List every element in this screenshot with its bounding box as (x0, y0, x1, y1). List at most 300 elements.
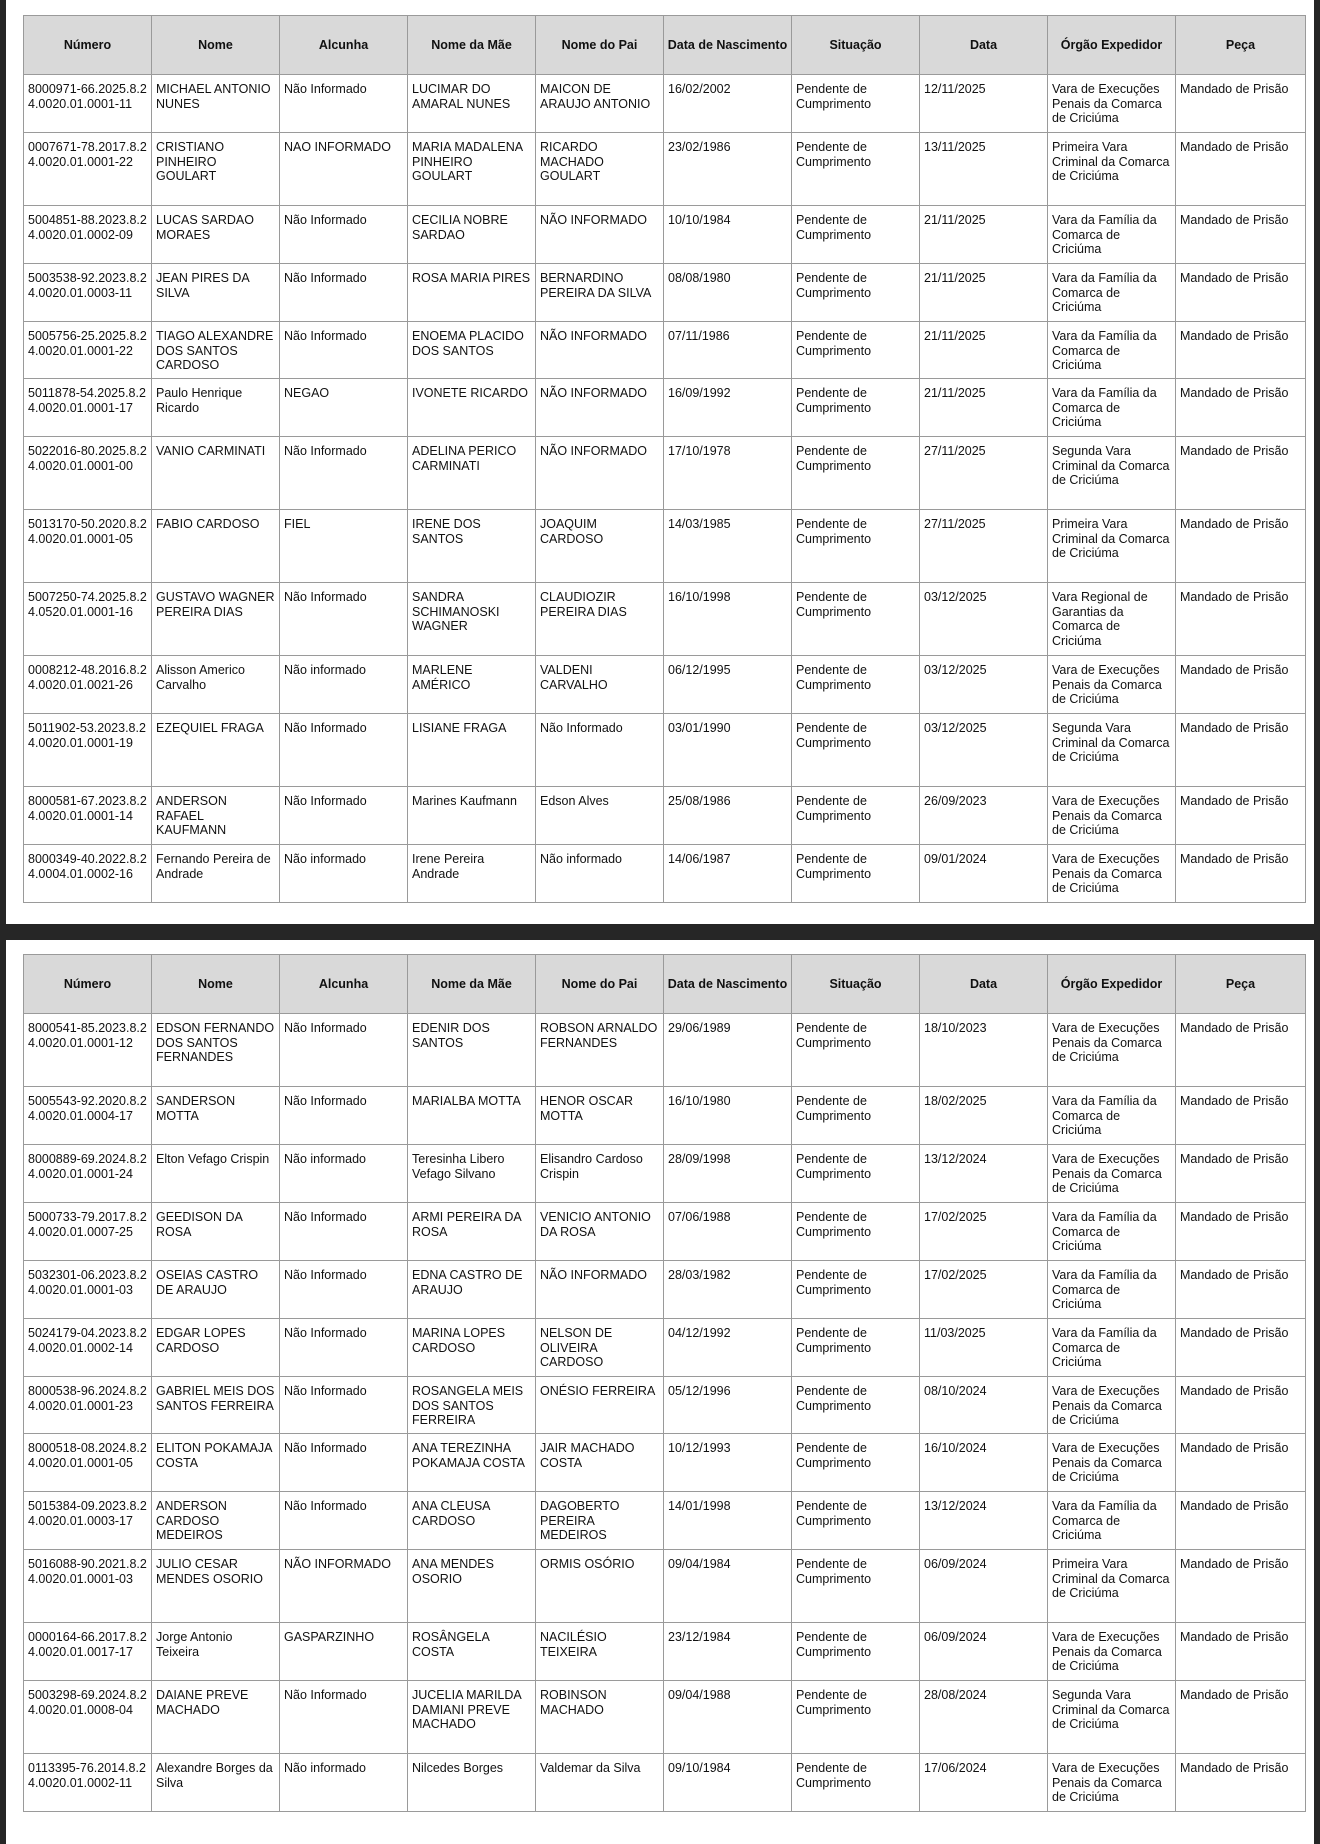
nascimento-cell: 28/03/1982 (664, 1261, 792, 1319)
data-cell: 03/12/2025 (920, 656, 1048, 714)
numero-cell: 5003298-69.2024.8.24.0020.01.0008-04 (24, 1681, 152, 1754)
nome-cell: GUSTAVO WAGNER PEREIRA DIAS (152, 583, 280, 656)
numero-cell: 5005543-92.2020.8.24.0020.01.0004-17 (24, 1087, 152, 1145)
situacao-cell: Pendente de Cumprimento (792, 1087, 920, 1145)
nascimento-cell: 16/02/2002 (664, 75, 792, 133)
table-row (24, 1319, 1306, 1377)
data-cell: 27/11/2025 (920, 437, 1048, 510)
data-cell: 12/11/2025 (920, 75, 1048, 133)
peca-cell: Mandado de Prisão (1176, 322, 1306, 379)
mae-cell: ROSA MARIA PIRES (408, 264, 536, 322)
mae-cell: IVONETE RICARDO (408, 379, 536, 437)
nascimento-cell: 09/04/1988 (664, 1681, 792, 1754)
table-row (24, 845, 1306, 903)
orgao-cell: Segunda Vara Criminal da Comarca de Criciúma (1048, 714, 1176, 787)
numero-cell: 8000541-85.2023.8.24.0020.01.0001-12 (24, 1014, 152, 1087)
nome-cell: VANIO CARMINATI (152, 437, 280, 510)
peca-cell: Mandado de Prisão (1176, 1754, 1306, 1812)
column-header-nome: Nome (152, 955, 280, 1014)
alcunha-cell: Não Informado (280, 1203, 408, 1261)
nome-cell: EZEQUIEL FRAGA (152, 714, 280, 787)
column-header-pai: Nome do Pai (536, 16, 664, 75)
peca-cell: Mandado de Prisão (1176, 714, 1306, 787)
nascimento-cell: 08/08/1980 (664, 264, 792, 322)
situacao-cell: Pendente de Cumprimento (792, 1754, 920, 1812)
pai-cell: ORMIS OSÓRIO (536, 1550, 664, 1623)
situacao-cell: Pendente de Cumprimento (792, 1377, 920, 1434)
orgao-cell: Vara de Execuções Penais da Comarca de Criciúma (1048, 1754, 1176, 1812)
warrants-table (23, 15, 1306, 903)
nome-cell: ANDERSON CARDOSO MEDEIROS (152, 1492, 280, 1550)
nascimento-cell: 09/04/1984 (664, 1550, 792, 1623)
alcunha-cell: Não informado (280, 1754, 408, 1812)
situacao-cell: Pendente de Cumprimento (792, 133, 920, 206)
numero-cell: 8000349-40.2022.8.24.0004.01.0002-16 (24, 845, 152, 903)
nome-cell: FABIO CARDOSO (152, 510, 280, 583)
pai-cell: NÃO INFORMADO (536, 1261, 664, 1319)
numero-cell: 5013170-50.2020.8.24.0020.01.0001-05 (24, 510, 152, 583)
situacao-cell: Pendente de Cumprimento (792, 1434, 920, 1492)
orgao-cell: Vara de Execuções Penais da Comarca de Criciúma (1048, 75, 1176, 133)
situacao-cell: Pendente de Cumprimento (792, 1623, 920, 1681)
orgao-cell: Vara da Família da Comarca de Criciúma (1048, 1087, 1176, 1145)
nascimento-cell: 14/01/1998 (664, 1492, 792, 1550)
mae-cell: EDENIR DOS SANTOS (408, 1014, 536, 1087)
table-row (24, 1014, 1306, 1087)
situacao-cell: Pendente de Cumprimento (792, 1492, 920, 1550)
mae-cell: MARINA LOPES CARDOSO (408, 1319, 536, 1377)
peca-cell: Mandado de Prisão (1176, 75, 1306, 133)
alcunha-cell: Não Informado (280, 264, 408, 322)
numero-cell: 5011878-54.2025.8.24.0020.01.0001-17 (24, 379, 152, 437)
alcunha-cell: Não Informado (280, 787, 408, 845)
pai-cell: NACILÉSIO TEIXEIRA (536, 1623, 664, 1681)
pai-cell: NÃO INFORMADO (536, 322, 664, 379)
peca-cell: Mandado de Prisão (1176, 1261, 1306, 1319)
situacao-cell: Pendente de Cumprimento (792, 322, 920, 379)
nascimento-cell: 03/01/1990 (664, 714, 792, 787)
mae-cell: ROSÂNGELA COSTA (408, 1623, 536, 1681)
nascimento-cell: 09/10/1984 (664, 1754, 792, 1812)
numero-cell: 8000518-08.2024.8.24.0020.01.0001-05 (24, 1434, 152, 1492)
column-header-nome: Nome (152, 16, 280, 75)
nome-cell: Fernando Pereira de Andrade (152, 845, 280, 903)
orgao-cell: Segunda Vara Criminal da Comarca de Criciúma (1048, 437, 1176, 510)
mae-cell: IRENE DOS SANTOS (408, 510, 536, 583)
pai-cell: RICARDO MACHADO GOULART (536, 133, 664, 206)
mae-cell: LUCIMAR DO AMARAL NUNES (408, 75, 536, 133)
alcunha-cell: Não informado (280, 656, 408, 714)
situacao-cell: Pendente de Cumprimento (792, 787, 920, 845)
numero-cell: 5016088-90.2021.8.24.0020.01.0001-03 (24, 1550, 152, 1623)
pai-cell: VALDENI CARVALHO (536, 656, 664, 714)
column-header-situacao: Situação (792, 955, 920, 1014)
data-cell: 13/11/2025 (920, 133, 1048, 206)
numero-cell: 5022016-80.2025.8.24.0020.01.0001-00 (24, 437, 152, 510)
table-row (24, 75, 1306, 133)
situacao-cell: Pendente de Cumprimento (792, 714, 920, 787)
table-header-row (24, 16, 1306, 75)
data-cell: 17/06/2024 (920, 1754, 1048, 1812)
orgao-cell: Vara de Execuções Penais da Comarca de Criciúma (1048, 1434, 1176, 1492)
document-page-2 (6, 940, 1314, 1844)
table-row (24, 510, 1306, 583)
mae-cell: ANA CLEUSA CARDOSO (408, 1492, 536, 1550)
nome-cell: CRISTIANO PINHEIRO GOULART (152, 133, 280, 206)
situacao-cell: Pendente de Cumprimento (792, 1319, 920, 1377)
numero-cell: 5000733-79.2017.8.24.0020.01.0007-25 (24, 1203, 152, 1261)
alcunha-cell: Não informado (280, 1145, 408, 1203)
column-header-numero: Número (24, 955, 152, 1014)
peca-cell: Mandado de Prisão (1176, 133, 1306, 206)
numero-cell: 5015384-09.2023.8.24.0020.01.0003-17 (24, 1492, 152, 1550)
data-cell: 18/02/2025 (920, 1087, 1048, 1145)
mae-cell: MARLENE AMÉRICO (408, 656, 536, 714)
data-cell: 09/01/2024 (920, 845, 1048, 903)
pai-cell: JOAQUIM CARDOSO (536, 510, 664, 583)
nome-cell: MICHAEL ANTONIO NUNES (152, 75, 280, 133)
table-row (24, 1492, 1306, 1550)
table-row (24, 1145, 1306, 1203)
peca-cell: Mandado de Prisão (1176, 1087, 1306, 1145)
column-header-pai: Nome do Pai (536, 955, 664, 1014)
pai-cell: Valdemar da Silva (536, 1754, 664, 1812)
numero-cell: 0008212-48.2016.8.24.0020.01.0021-26 (24, 656, 152, 714)
nascimento-cell: 07/11/1986 (664, 322, 792, 379)
nome-cell: GABRIEL MEIS DOS SANTOS FERREIRA (152, 1377, 280, 1434)
nascimento-cell: 16/10/1998 (664, 583, 792, 656)
nascimento-cell: 06/12/1995 (664, 656, 792, 714)
situacao-cell: Pendente de Cumprimento (792, 206, 920, 264)
situacao-cell: Pendente de Cumprimento (792, 845, 920, 903)
data-cell: 17/02/2025 (920, 1261, 1048, 1319)
orgao-cell: Vara da Família da Comarca de Criciúma (1048, 379, 1176, 437)
alcunha-cell: Não Informado (280, 206, 408, 264)
situacao-cell: Pendente de Cumprimento (792, 1203, 920, 1261)
column-header-nascimento: Data de Nascimento (664, 955, 792, 1014)
mae-cell: Teresinha Libero Vefago Silvano (408, 1145, 536, 1203)
nascimento-cell: 05/12/1996 (664, 1377, 792, 1434)
alcunha-cell: FIEL (280, 510, 408, 583)
pai-cell: VENICIO ANTONIO DA ROSA (536, 1203, 664, 1261)
nascimento-cell: 16/10/1980 (664, 1087, 792, 1145)
orgao-cell: Vara de Execuções Penais da Comarca de Criciúma (1048, 1014, 1176, 1087)
document-page-1 (6, 0, 1314, 924)
mae-cell: MARIA MADALENA PINHEIRO GOULART (408, 133, 536, 206)
warrants-table (23, 954, 1306, 1812)
numero-cell: 0113395-76.2014.8.24.0020.01.0002-11 (24, 1754, 152, 1812)
column-header-alcunha: Alcunha (280, 955, 408, 1014)
numero-cell: 8000538-96.2024.8.24.0020.01.0001-23 (24, 1377, 152, 1434)
alcunha-cell: Não Informado (280, 1014, 408, 1087)
nome-cell: LUCAS SARDAO MORAES (152, 206, 280, 264)
orgao-cell: Vara de Execuções Penais da Comarca de Criciúma (1048, 1377, 1176, 1434)
table-row (24, 437, 1306, 510)
numero-cell: 5011902-53.2023.8.24.0020.01.0001-19 (24, 714, 152, 787)
nome-cell: ANDERSON RAFAEL KAUFMANN (152, 787, 280, 845)
peca-cell: Mandado de Prisão (1176, 1203, 1306, 1261)
orgao-cell: Vara da Família da Comarca de Criciúma (1048, 1261, 1176, 1319)
nascimento-cell: 29/06/1989 (664, 1014, 792, 1087)
orgao-cell: Vara da Família da Comarca de Criciúma (1048, 322, 1176, 379)
numero-cell: 8000889-69.2024.8.24.0020.01.0001-24 (24, 1145, 152, 1203)
table-row (24, 1377, 1306, 1434)
table-row (24, 1681, 1306, 1754)
nascimento-cell: 23/12/1984 (664, 1623, 792, 1681)
peca-cell: Mandado de Prisão (1176, 583, 1306, 656)
alcunha-cell: Não Informado (280, 714, 408, 787)
table-row (24, 1203, 1306, 1261)
situacao-cell: Pendente de Cumprimento (792, 656, 920, 714)
nome-cell: JULIO CESAR MENDES OSORIO (152, 1550, 280, 1623)
peca-cell: Mandado de Prisão (1176, 1623, 1306, 1681)
pai-cell: ROBSON ARNALDO FERNANDES (536, 1014, 664, 1087)
data-cell: 21/11/2025 (920, 206, 1048, 264)
nascimento-cell: 14/06/1987 (664, 845, 792, 903)
nascimento-cell: 10/12/1993 (664, 1434, 792, 1492)
situacao-cell: Pendente de Cumprimento (792, 583, 920, 656)
numero-cell: 5024179-04.2023.8.24.0020.01.0002-14 (24, 1319, 152, 1377)
data-cell: 03/12/2025 (920, 583, 1048, 656)
column-header-peca: Peça (1176, 16, 1306, 75)
pai-cell: Não informado (536, 845, 664, 903)
table-row (24, 1550, 1306, 1623)
column-header-orgao: Órgão Expedidor (1048, 955, 1176, 1014)
nome-cell: TIAGO ALEXANDRE DOS SANTOS CARDOSO (152, 322, 280, 379)
alcunha-cell: Não Informado (280, 437, 408, 510)
nome-cell: EDSON FERNANDO DOS SANTOS FERNANDES (152, 1014, 280, 1087)
pai-cell: Não Informado (536, 714, 664, 787)
table-row (24, 656, 1306, 714)
alcunha-cell: Não informado (280, 845, 408, 903)
mae-cell: ANA TEREZINHA POKAMAJA COSTA (408, 1434, 536, 1492)
situacao-cell: Pendente de Cumprimento (792, 264, 920, 322)
data-cell: 06/09/2024 (920, 1550, 1048, 1623)
column-header-orgao: Órgão Expedidor (1048, 16, 1176, 75)
orgao-cell: Vara da Família da Comarca de Criciúma (1048, 1492, 1176, 1550)
column-header-data: Data (920, 955, 1048, 1014)
pai-cell: HENOR OSCAR MOTTA (536, 1087, 664, 1145)
orgao-cell: Vara de Execuções Penais da Comarca de Criciúma (1048, 787, 1176, 845)
nome-cell: GEEDISON DA ROSA (152, 1203, 280, 1261)
orgao-cell: Vara de Execuções Penais da Comarca de Criciúma (1048, 1623, 1176, 1681)
pai-cell: JAIR MACHADO COSTA (536, 1434, 664, 1492)
nascimento-cell: 16/09/1992 (664, 379, 792, 437)
mae-cell: LISIANE FRAGA (408, 714, 536, 787)
situacao-cell: Pendente de Cumprimento (792, 1681, 920, 1754)
mae-cell: EDNA CASTRO DE ARAUJO (408, 1261, 536, 1319)
pai-cell: ONÉSIO FERREIRA (536, 1377, 664, 1434)
column-header-alcunha: Alcunha (280, 16, 408, 75)
numero-cell: 5004851-88.2023.8.24.0020.01.0002-09 (24, 206, 152, 264)
orgao-cell: Primeira Vara Criminal da Comarca de Criciúma (1048, 133, 1176, 206)
mae-cell: Nilcedes Borges (408, 1754, 536, 1812)
table-row (24, 1087, 1306, 1145)
table-row (24, 1261, 1306, 1319)
nascimento-cell: 04/12/1992 (664, 1319, 792, 1377)
column-header-mae: Nome da Mãe (408, 955, 536, 1014)
nascimento-cell: 10/10/1984 (664, 206, 792, 264)
nome-cell: Jorge Antonio Teixeira (152, 1623, 280, 1681)
peca-cell: Mandado de Prisão (1176, 1492, 1306, 1550)
data-cell: 13/12/2024 (920, 1492, 1048, 1550)
data-cell: 18/10/2023 (920, 1014, 1048, 1087)
mae-cell: JUCELIA MARILDA DAMIANI PREVE MACHADO (408, 1681, 536, 1754)
data-cell: 21/11/2025 (920, 322, 1048, 379)
peca-cell: Mandado de Prisão (1176, 379, 1306, 437)
alcunha-cell: Não Informado (280, 75, 408, 133)
orgao-cell: Primeira Vara Criminal da Comarca de Criciúma (1048, 510, 1176, 583)
orgao-cell: Vara de Execuções Penais da Comarca de Criciúma (1048, 1145, 1176, 1203)
peca-cell: Mandado de Prisão (1176, 1377, 1306, 1434)
orgao-cell: Vara Regional de Garantias da Comarca de Criciúma (1048, 583, 1176, 656)
orgao-cell: Vara da Família da Comarca de Criciúma (1048, 264, 1176, 322)
mae-cell: ARMI PEREIRA DA ROSA (408, 1203, 536, 1261)
nascimento-cell: 14/03/1985 (664, 510, 792, 583)
nome-cell: OSEIAS CASTRO DE ARAUJO (152, 1261, 280, 1319)
peca-cell: Mandado de Prisão (1176, 656, 1306, 714)
mae-cell: Irene Pereira Andrade (408, 845, 536, 903)
pai-cell: NÃO INFORMADO (536, 206, 664, 264)
numero-cell: 5032301-06.2023.8.24.0020.01.0001-03 (24, 1261, 152, 1319)
orgao-cell: Vara da Família da Comarca de Criciúma (1048, 1319, 1176, 1377)
nascimento-cell: 17/10/1978 (664, 437, 792, 510)
alcunha-cell: Não Informado (280, 322, 408, 379)
nascimento-cell: 23/02/1986 (664, 133, 792, 206)
alcunha-cell: GASPARZINHO (280, 1623, 408, 1681)
alcunha-cell: NAO INFORMADO (280, 133, 408, 206)
table-row (24, 264, 1306, 322)
alcunha-cell: Não Informado (280, 583, 408, 656)
mae-cell: ADELINA PERICO CARMINATI (408, 437, 536, 510)
nascimento-cell: 28/09/1998 (664, 1145, 792, 1203)
alcunha-cell: Não Informado (280, 1492, 408, 1550)
table-row (24, 583, 1306, 656)
nome-cell: DAIANE PREVE MACHADO (152, 1681, 280, 1754)
nome-cell: Alexandre Borges da Silva (152, 1754, 280, 1812)
alcunha-cell: Não Informado (280, 1681, 408, 1754)
pai-cell: NELSON DE OLIVEIRA CARDOSO (536, 1319, 664, 1377)
alcunha-cell: NÃO INFORMADO (280, 1550, 408, 1623)
situacao-cell: Pendente de Cumprimento (792, 510, 920, 583)
orgao-cell: Vara da Família da Comarca de Criciúma (1048, 1203, 1176, 1261)
mae-cell: Marines Kaufmann (408, 787, 536, 845)
table-row (24, 379, 1306, 437)
mae-cell: CECILIA NOBRE SARDAO (408, 206, 536, 264)
nome-cell: JEAN PIRES DA SILVA (152, 264, 280, 322)
pai-cell: DAGOBERTO PEREIRA MEDEIROS (536, 1492, 664, 1550)
orgao-cell: Vara de Execuções Penais da Comarca de Criciúma (1048, 845, 1176, 903)
orgao-cell: Vara da Família da Comarca de Criciúma (1048, 206, 1176, 264)
data-cell: 08/10/2024 (920, 1377, 1048, 1434)
orgao-cell: Vara de Execuções Penais da Comarca de Criciúma (1048, 656, 1176, 714)
peca-cell: Mandado de Prisão (1176, 510, 1306, 583)
data-cell: 26/09/2023 (920, 787, 1048, 845)
pai-cell: NÃO INFORMADO (536, 437, 664, 510)
numero-cell: 0007671-78.2017.8.24.0020.01.0001-22 (24, 133, 152, 206)
peca-cell: Mandado de Prisão (1176, 1319, 1306, 1377)
data-cell: 28/08/2024 (920, 1681, 1048, 1754)
data-cell: 21/11/2025 (920, 379, 1048, 437)
pai-cell: Elisandro Cardoso Crispin (536, 1145, 664, 1203)
nome-cell: EDGAR LOPES CARDOSO (152, 1319, 280, 1377)
column-header-nascimento: Data de Nascimento (664, 16, 792, 75)
data-cell: 27/11/2025 (920, 510, 1048, 583)
numero-cell: 5003538-92.2023.8.24.0020.01.0003-11 (24, 264, 152, 322)
situacao-cell: Pendente de Cumprimento (792, 1014, 920, 1087)
data-cell: 16/10/2024 (920, 1434, 1048, 1492)
numero-cell: 8000971-66.2025.8.24.0020.01.0001-11 (24, 75, 152, 133)
situacao-cell: Pendente de Cumprimento (792, 437, 920, 510)
alcunha-cell: Não Informado (280, 1261, 408, 1319)
numero-cell: 0000164-66.2017.8.24.0020.01.0017-17 (24, 1623, 152, 1681)
data-cell: 11/03/2025 (920, 1319, 1048, 1377)
data-cell: 17/02/2025 (920, 1203, 1048, 1261)
peca-cell: Mandado de Prisão (1176, 437, 1306, 510)
peca-cell: Mandado de Prisão (1176, 845, 1306, 903)
alcunha-cell: Não Informado (280, 1434, 408, 1492)
data-cell: 21/11/2025 (920, 264, 1048, 322)
nome-cell: Elton Vefago Crispin (152, 1145, 280, 1203)
nome-cell: Paulo Henrique Ricardo (152, 379, 280, 437)
pai-cell: BERNARDINO PEREIRA DA SILVA (536, 264, 664, 322)
column-header-data: Data (920, 16, 1048, 75)
nome-cell: SANDERSON MOTTA (152, 1087, 280, 1145)
table-row (24, 1754, 1306, 1812)
pai-cell: ROBINSON MACHADO (536, 1681, 664, 1754)
mae-cell: ROSANGELA MEIS DOS SANTOS FERREIRA (408, 1377, 536, 1434)
orgao-cell: Primeira Vara Criminal da Comarca de Criciúma (1048, 1550, 1176, 1623)
numero-cell: 5007250-74.2025.8.24.0520.01.0001-16 (24, 583, 152, 656)
mae-cell: SANDRA SCHIMANOSKI WAGNER (408, 583, 536, 656)
situacao-cell: Pendente de Cumprimento (792, 1261, 920, 1319)
numero-cell: 5005756-25.2025.8.24.0020.01.0001-22 (24, 322, 152, 379)
column-header-peca: Peça (1176, 955, 1306, 1014)
data-cell: 03/12/2025 (920, 714, 1048, 787)
pai-cell: CLAUDIOZIR PEREIRA DIAS (536, 583, 664, 656)
mae-cell: ANA MENDES OSORIO (408, 1550, 536, 1623)
alcunha-cell: NEGAO (280, 379, 408, 437)
peca-cell: Mandado de Prisão (1176, 1681, 1306, 1754)
mae-cell: ENOEMA PLACIDO DOS SANTOS (408, 322, 536, 379)
peca-cell: Mandado de Prisão (1176, 1014, 1306, 1087)
column-header-mae: Nome da Mãe (408, 16, 536, 75)
nascimento-cell: 25/08/1986 (664, 787, 792, 845)
table-row (24, 133, 1306, 206)
column-header-numero: Número (24, 16, 152, 75)
orgao-cell: Segunda Vara Criminal da Comarca de Criciúma (1048, 1681, 1176, 1754)
nascimento-cell: 07/06/1988 (664, 1203, 792, 1261)
pai-cell: MAICON DE ARAUJO ANTONIO (536, 75, 664, 133)
alcunha-cell: Não Informado (280, 1319, 408, 1377)
mae-cell: MARIALBA MOTTA (408, 1087, 536, 1145)
column-header-situacao: Situação (792, 16, 920, 75)
pai-cell: NÃO INFORMADO (536, 379, 664, 437)
data-cell: 13/12/2024 (920, 1145, 1048, 1203)
table-row (24, 714, 1306, 787)
peca-cell: Mandado de Prisão (1176, 206, 1306, 264)
peca-cell: Mandado de Prisão (1176, 787, 1306, 845)
alcunha-cell: Não Informado (280, 1377, 408, 1434)
data-cell: 06/09/2024 (920, 1623, 1048, 1681)
table-row (24, 1434, 1306, 1492)
situacao-cell: Pendente de Cumprimento (792, 75, 920, 133)
nome-cell: Alisson Americo Carvalho (152, 656, 280, 714)
alcunha-cell: Não Informado (280, 1087, 408, 1145)
situacao-cell: Pendente de Cumprimento (792, 1145, 920, 1203)
table-row (24, 206, 1306, 264)
table-row (24, 1623, 1306, 1681)
